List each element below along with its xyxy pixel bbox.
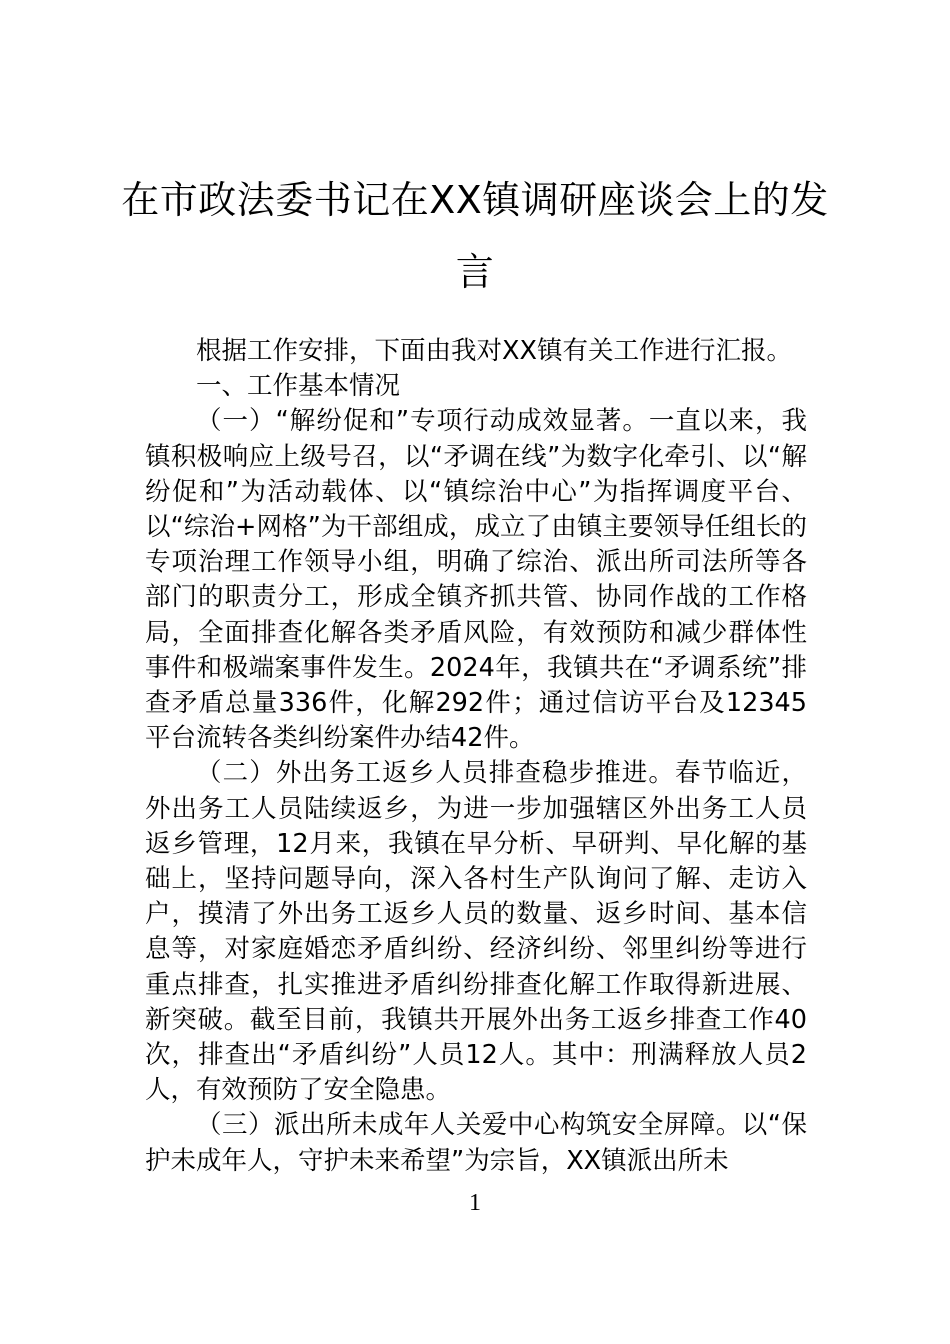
paragraph-item-2: （二）外出务工返乡人员排查稳步推进。春节临近，外出务工人员陆续返乡，为进一步加强辖区外出务工人员返乡管理，12月来，我镇在早分析、早研判、早化解的基础上，坚持问题导向，深入各村生产队询问了解、走访入户，摸清了外出务工返乡人员的数量、返乡时间、基本信息等，对家庭婚恋矛盾纠纷、经济纠纷、邻里纠纷等进行重点排查，扎实推进矛盾纠纷排查化解工作取得新进展、新突破。截至目前，我镇共开展外出务工返乡排查工作40次，排查出“矛盾纠纷”人员12人。其中：刑满释放人员2人，有效预防了安全隐患。 bbox=[145, 758, 807, 1106]
document-title: 在市政法委书记在XX镇调研座谈会上的发言 bbox=[121, 178, 829, 294]
document-body bbox=[145, 334, 807, 1179]
paragraph-item-1: （一）“解纷促和”专项行动成效显著。一直以来，我镇积极响应上级号召，以“矛调在线”为数字化牵引、以“解纷促和”为活动载体、以“镇综治中心”为指挥调度平台、以“综治+网格”为干部组成，成立了由镇主要领导任组长的专项治理工作领导小组，明确了综治、派出所司法所等各部门的职责分工，形成全镇齐抓共管、协同作战的工作格局，全面排查化解各类矛盾风险，有效预防和减少群体性事件和极端案事件发生。2024年，我镇共在“矛调系统”排查矛盾总量336件，化解292件；通过信访平台及12345平台流转各类纠纷案件办结42件。 bbox=[145, 406, 807, 754]
paragraph-item-3: （三）派出所未成年人关爱中心构筑安全屏障。以“保护未成年人，守护未来希望”为宗旨，XX镇派出所未 bbox=[145, 1110, 807, 1176]
section-heading: 一、工作基本情况 bbox=[196, 371, 401, 402]
intro-paragraph: 根据工作安排，下面由我对XX镇有关工作进行汇报。 bbox=[196, 336, 792, 366]
page-number: 1 bbox=[469, 1190, 481, 1216]
